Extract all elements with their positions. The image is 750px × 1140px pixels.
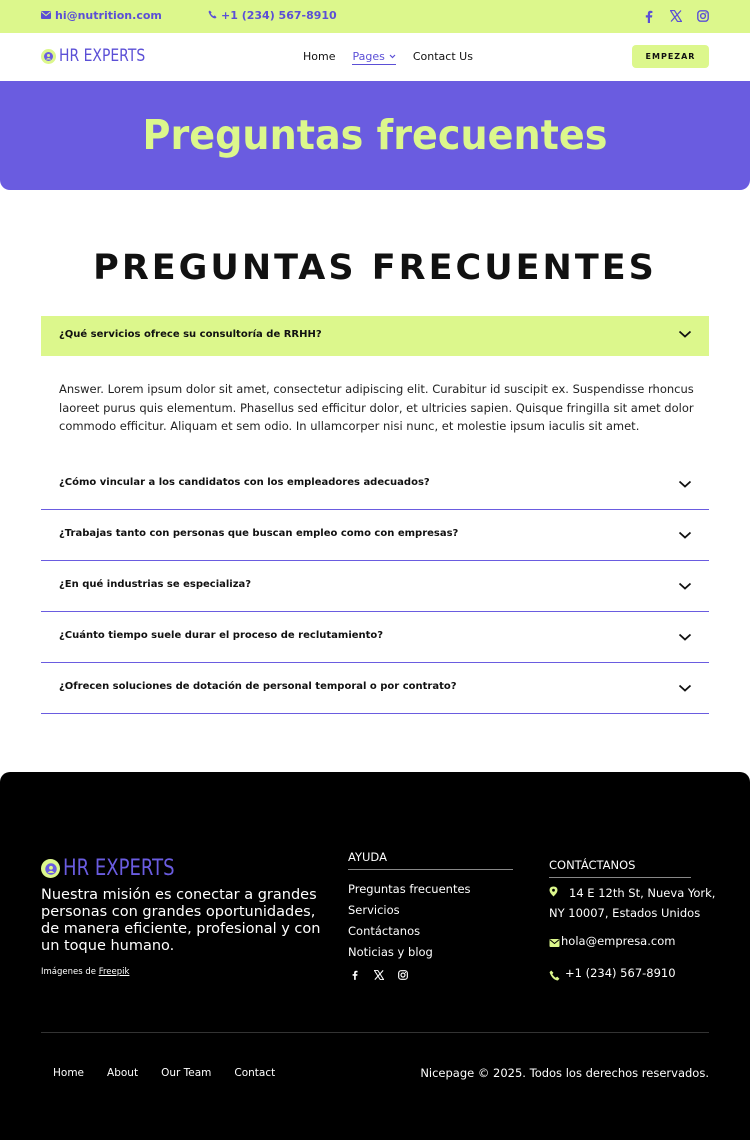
topbar-phone[interactable]: [208, 9, 337, 22]
footer-nav-home[interactable]: Home: [53, 1067, 85, 1079]
footer-nav-contact[interactable]: Contact: [234, 1067, 276, 1079]
faq-question: ¿Ofrecen soluciones de dotación de personal temporal o por contrato?: [59, 681, 457, 692]
instagram-icon[interactable]: [696, 8, 710, 24]
footer-credit: [41, 967, 129, 977]
help-link-blog[interactable]: Noticias y blog: [348, 945, 433, 959]
help-link-faq[interactable]: Preguntas frecuentes: [348, 882, 471, 896]
credit-prefix: Imágenes de: [41, 967, 96, 977]
facebook-icon[interactable]: [349, 969, 360, 980]
chevron-down-icon: [678, 581, 692, 591]
phone-icon: [208, 9, 217, 22]
x-icon[interactable]: [373, 969, 384, 980]
topbar-socials: [642, 8, 710, 24]
site-header: [0, 33, 750, 81]
help-link-services[interactable]: Servicios: [348, 903, 400, 917]
footer-nav: [53, 1067, 275, 1079]
hero-title: Preguntas frecuentes: [142, 111, 608, 159]
instagram-icon[interactable]: [397, 969, 408, 980]
footer-logo-text: HR EXPERTS: [63, 856, 175, 881]
faq-section-title: PREGUNTAS FRECUENTES: [93, 248, 657, 288]
address-text: [549, 883, 716, 923]
footer-divider: [41, 1032, 709, 1033]
footer-nav-team[interactable]: Our Team: [161, 1067, 212, 1079]
faq-item[interactable]: [41, 612, 709, 663]
faq-question: ¿En qué industrias se especializa?: [59, 579, 252, 590]
footer-mission: Nuestra misión es conectar a grandes personas con grandes oportunidades, de manera eficiente, profesional y con un toque humano.: [41, 887, 321, 954]
address-line-1: 14 E 12th St, Nueva York,: [569, 886, 716, 900]
cta-button[interactable]: EMPEZAR: [632, 45, 709, 68]
chevron-down-icon: [678, 530, 692, 540]
site-footer: [0, 772, 750, 1140]
faq-question: ¿Trabajas tanto con personas que buscan empleo como con empresas?: [59, 528, 459, 539]
faq-item[interactable]: [41, 663, 709, 714]
address-line-2: NY 10007, Estados Unidos: [549, 906, 701, 920]
chevron-down-icon: [678, 683, 692, 693]
footer-phone[interactable]: [549, 963, 676, 987]
nav-pages[interactable]: [352, 50, 395, 65]
footer-logo[interactable]: [41, 856, 199, 881]
faq-item[interactable]: [41, 459, 709, 510]
nav-contact[interactable]: Contact Us: [412, 50, 473, 63]
topbar-email-text: hi@nutrition.com: [55, 9, 162, 22]
help-links: [348, 879, 471, 963]
faq-answer: Answer. Lorem ipsum dolor sit amet, consectetur adipiscing elit. Curabitur id suscipit ex. Suspendisse rhoncus laoreet purus quis elementum. Phasellus sed efficitur dolor, et ultricies sapien. Quisque fringilla sit amet dolor commodo efficitur. Aliquam et sem odio. In ullamcorper nisi nunc, et molestie ipsum iaculis sit amet.: [59, 382, 694, 433]
faq-question: ¿Qué servicios ofrece su consultoría de RRHH?: [59, 329, 322, 340]
phone-icon: [549, 967, 560, 987]
top-bar: [0, 0, 750, 33]
chevron-down-icon: [678, 329, 692, 339]
faq-question: ¿Cuánto tiempo suele durar el proceso de reclutamiento?: [59, 630, 384, 641]
footer-nav-about[interactable]: About: [107, 1067, 139, 1079]
freepik-link[interactable]: Freepik: [98, 967, 130, 977]
nav-home[interactable]: Home: [303, 50, 336, 63]
footer-phone-text: +1 (234) 567-8910: [565, 966, 676, 980]
x-icon[interactable]: [669, 8, 683, 24]
faq-item-open[interactable]: [41, 316, 709, 356]
help-column-title: AYUDA: [348, 850, 513, 870]
contact-column-title: CONTÁCTANOS: [549, 858, 691, 878]
topbar-phone-text: +1 (234) 567-8910: [221, 9, 337, 22]
nav-pages-label: Pages: [352, 50, 385, 63]
faq-item[interactable]: [41, 510, 709, 561]
hero-banner: [0, 81, 750, 190]
email-icon: [549, 933, 560, 953]
copyright: Nicepage © 2025. Todos los derechos reservados.: [420, 1066, 709, 1080]
faq-question: ¿Cómo vincular a los candidatos con los empleadores adecuados?: [59, 477, 430, 488]
logo-icon: [41, 49, 56, 64]
topbar-email[interactable]: [41, 9, 162, 22]
help-link-contact[interactable]: Contáctanos: [348, 924, 421, 938]
faq-item[interactable]: [41, 561, 709, 612]
chevron-down-icon: [678, 479, 692, 489]
chevron-down-icon: [389, 54, 396, 59]
footer-email-text: hola@empresa.com: [561, 934, 676, 948]
facebook-icon[interactable]: [642, 8, 656, 24]
main-nav: [303, 50, 473, 65]
site-logo[interactable]: [41, 46, 164, 66]
chevron-down-icon: [678, 632, 692, 642]
email-icon: [41, 9, 51, 22]
logo-text: HR EXPERTS: [59, 46, 146, 66]
logo-icon: [41, 859, 60, 878]
footer-address: [549, 883, 715, 923]
footer-email[interactable]: [549, 931, 675, 953]
footer-socials: [349, 969, 408, 980]
